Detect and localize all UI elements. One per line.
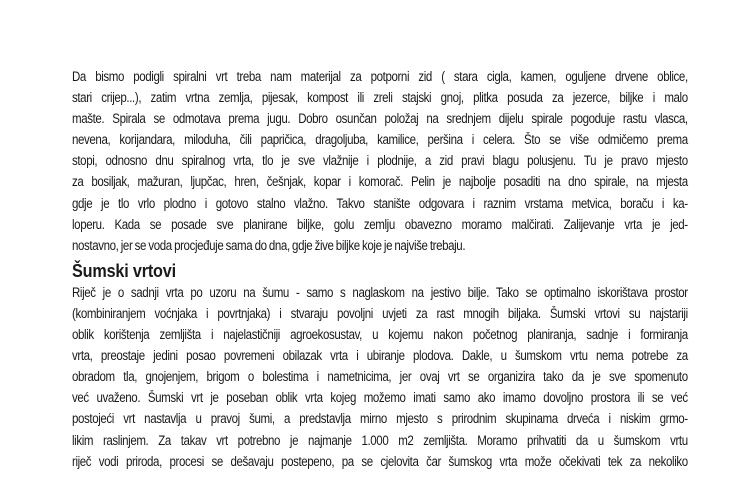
text-line: vrta, preostaje jedini posao povremeni obilazak vrta i ubiranje plodova. Dakle, u šumskom vrtu nema potrebe za: [72, 348, 688, 364]
text-line: već uvaženo. Šumski vrt je poseban oblik vrta kojeg možemo imati samo ako imamo dovoljno prostora ili se već: [72, 390, 688, 406]
text-line: likim raslinjem. Za takav vrt potrebno je najmanje 1.000 m2 zemljišta. Moramo prihvatiti da u šumskom vrtu: [72, 432, 688, 448]
text-line: riječ vodi priroda, procesi se dešavaju postepeno, pa se cjelovita čar šumskog vrta može očekivati tek za nekoliko: [72, 453, 688, 469]
text-line: stopi, odnosno dnu spiralnog vrta, tlo je sve vlažnije i plodnije, a zid pravi blagu polusjenu. Tu je pravo mjesto: [72, 153, 688, 169]
text-line: loperu. Kada se posade sve planirane biljke, golu zemlju obavezno moramo malčirati. Zalijevanje vrta je jed-: [72, 216, 688, 232]
text-line: stari crijep...), zatim vrtna zemlja, pijesak, kompost ili zreli stajski gnoj, plitka posuda za jezerce, biljke i malo: [72, 90, 688, 106]
text-line: nevena, korijandara, miloduha, čili papričica, dragoljuba, kamilice, peršina i celera. Što se više odmičemo prema: [72, 132, 688, 148]
text-line: (kombiniranjem voćnjaka i povrtnjaka) i stvaraju povoljni uvjeti za rast mnogih biljaka. Šumski vrtovi su najstariji: [72, 305, 688, 321]
document-page: [72, 66, 688, 472]
text-line: postojeći vrt nastavlja u pravoj šumi, a predstavlja mirno mjesto s prirodnim skupinama drveća i niskim grmo-: [72, 411, 688, 427]
text-line: gdje je tlo vrlo plodno i gotovo stalno vlažno. Takvo stanište odgovara i raznim vrstama metvica, boraču i ka-: [72, 195, 688, 211]
text-line: oblik korištenja zemljišta i najelastičniji agroekosustav, u kojemu nakon početnog planiranja, sadnje i formiranja: [72, 327, 688, 343]
paragraph-forest-gardens: [72, 282, 688, 472]
text-line: Da bismo podigli spiralni vrt treba nam materijal za potporni zid ( stara cigla, kamen, oguljene drvene oblice,: [72, 69, 688, 84]
text-line: mašte. Spirala se odmotava prema jugu. Dobro osunčan položaj na srednjem dijelu spirale pogoduje rastu vlasca,: [72, 111, 688, 127]
section-heading: Šumski vrtovi: [72, 260, 176, 281]
paragraph-spiral-garden: [72, 66, 688, 256]
text-line: Riječ je o sadnji vrta po uzoru na šumu - samo s naglaskom na jestivo bilje. Tako se optimalno iskorištava prostor: [72, 284, 688, 300]
text-line: za bosiljak, mažuran, ljupčac, hren, češnjak, kopar i komorač. Pelin je najbolje posaditi na dno spirale, na mjesta: [72, 174, 688, 190]
text-line: obradom tla, gnojenjem, brigom o bolestima i nametnicima, jer ovaj vrt se organizira tako da je sve spomenuto: [72, 369, 688, 385]
text-line: nostavno, jer se voda procjeđuje sama do dna, gdje žive biljke koje je najviše trebaju.: [72, 237, 466, 253]
